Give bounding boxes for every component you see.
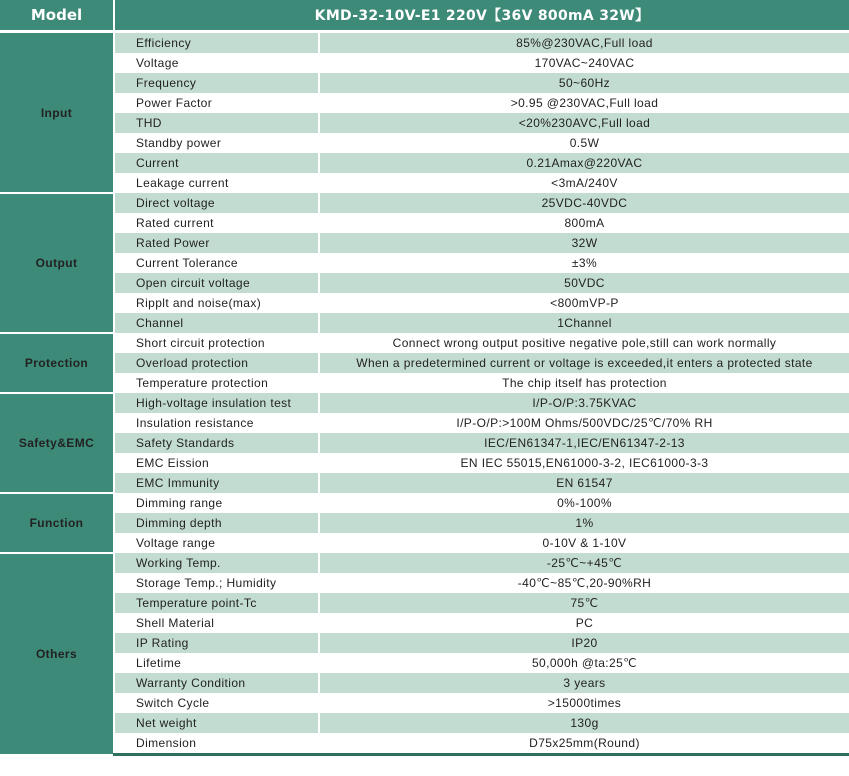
spec-row — [0, 433, 849, 453]
param-name: Voltage range — [114, 533, 319, 553]
spec-row — [0, 313, 849, 333]
spec-row — [0, 453, 849, 473]
spec-row — [0, 593, 849, 613]
param-name: EMC Eission — [114, 453, 319, 473]
param-value: >15000times — [319, 693, 849, 713]
spec-row — [0, 513, 849, 533]
spec-row — [0, 533, 849, 553]
section-label: Safety&EMC — [0, 393, 114, 493]
param-name: Short circuit protection — [114, 333, 319, 353]
spec-row — [0, 233, 849, 253]
param-name: Channel — [114, 313, 319, 333]
param-value: 25VDC-40VDC — [319, 193, 849, 213]
param-value: -40℃~85℃,20-90%RH — [319, 573, 849, 593]
param-value: <3mA/240V — [319, 173, 849, 193]
param-value: 50~60Hz — [319, 73, 849, 93]
param-name: Working Temp. — [114, 553, 319, 573]
param-value: IEC/EN61347-1,IEC/EN61347-2-13 — [319, 433, 849, 453]
param-value: 50,000h @ta:25℃ — [319, 653, 849, 673]
section-label: Input — [0, 32, 114, 194]
model-value: KMD-32-10V-E1 220V【36V 800mA 32W】 — [114, 0, 849, 32]
spec-row — [0, 493, 849, 513]
param-name: THD — [114, 113, 319, 133]
param-value: 1% — [319, 513, 849, 533]
spec-row — [0, 353, 849, 373]
param-name: Rated current — [114, 213, 319, 233]
header-row — [0, 0, 849, 32]
section-label: Output — [0, 193, 114, 333]
param-value: I/P-O/P:>100M Ohms/500VDC/25℃/70% RH — [319, 413, 849, 433]
spec-row — [0, 393, 849, 413]
spec-row — [0, 213, 849, 233]
param-value: 1Channel — [319, 313, 849, 333]
param-name: Dimming range — [114, 493, 319, 513]
spec-row — [0, 53, 849, 73]
param-value: -25℃~+45℃ — [319, 553, 849, 573]
param-name: Current — [114, 153, 319, 173]
param-name: Current Tolerance — [114, 253, 319, 273]
spec-row — [0, 93, 849, 113]
spec-row — [0, 32, 849, 54]
spec-row — [0, 113, 849, 133]
param-name: Temperature point-Tc — [114, 593, 319, 613]
param-value: IP20 — [319, 633, 849, 653]
param-name: Open circuit voltage — [114, 273, 319, 293]
spec-row — [0, 153, 849, 173]
spec-row — [0, 173, 849, 193]
param-value: EN 61547 — [319, 473, 849, 493]
param-value: 130g — [319, 713, 849, 733]
param-value: 3 years — [319, 673, 849, 693]
spec-row — [0, 333, 849, 353]
param-name: Warranty Condition — [114, 673, 319, 693]
section-label: Function — [0, 493, 114, 553]
param-value: D75x25mm(Round) — [319, 733, 849, 755]
param-name: Frequency — [114, 73, 319, 93]
param-name: Power Factor — [114, 93, 319, 113]
param-value: 50VDC — [319, 273, 849, 293]
spec-row — [0, 653, 849, 673]
param-name: Net weight — [114, 713, 319, 733]
param-name: Lifetime — [114, 653, 319, 673]
param-name: Standby power — [114, 133, 319, 153]
param-name: Temperature protection — [114, 373, 319, 393]
spec-row — [0, 73, 849, 93]
spec-row — [0, 573, 849, 593]
param-name: Efficiency — [114, 32, 319, 54]
param-value: I/P-O/P:3.75KVAC — [319, 393, 849, 413]
param-value: >0.95 @230VAC,Full load — [319, 93, 849, 113]
param-value: PC — [319, 613, 849, 633]
param-name: Shell Material — [114, 613, 319, 633]
param-name: Leakage current — [114, 173, 319, 193]
param-name: IP Rating — [114, 633, 319, 653]
spec-row — [0, 673, 849, 693]
spec-row — [0, 273, 849, 293]
spec-row — [0, 613, 849, 633]
param-name: Insulation resistance — [114, 413, 319, 433]
spec-row — [0, 293, 849, 313]
spec-row — [0, 133, 849, 153]
param-value: EN IEC 55015,EN61000-3-2, IEC61000-3-3 — [319, 453, 849, 473]
section-label: Protection — [0, 333, 114, 393]
param-value: 800mA — [319, 213, 849, 233]
param-value: Connect wrong output positive negative pole,still can work normally — [319, 333, 849, 353]
param-name: Direct voltage — [114, 193, 319, 213]
param-value: 0.5W — [319, 133, 849, 153]
param-name: EMC Immunity — [114, 473, 319, 493]
param-value: 32W — [319, 233, 849, 253]
param-name: Switch Cycle — [114, 693, 319, 713]
param-value: 85%@230VAC,Full load — [319, 32, 849, 54]
param-name: High-voltage insulation test — [114, 393, 319, 413]
param-value: 75℃ — [319, 593, 849, 613]
spec-row — [0, 473, 849, 493]
param-value: ±3% — [319, 253, 849, 273]
param-value: 0%-100% — [319, 493, 849, 513]
param-name: Safety Standards — [114, 433, 319, 453]
param-name: Storage Temp.; Humidity — [114, 573, 319, 593]
param-name: Voltage — [114, 53, 319, 73]
param-value: 0-10V & 1-10V — [319, 533, 849, 553]
spec-row — [0, 553, 849, 573]
spec-row — [0, 733, 849, 755]
model-label: Model — [0, 0, 114, 32]
param-value: <20%230AVC,Full load — [319, 113, 849, 133]
section-label: Others — [0, 553, 114, 755]
spec-row — [0, 253, 849, 273]
param-name: Ripplt and noise(max) — [114, 293, 319, 313]
spec-row — [0, 193, 849, 213]
param-value: 0.21Amax@220VAC — [319, 153, 849, 173]
param-value: When a predetermined current or voltage is exceeded,it enters a protected state — [319, 353, 849, 373]
param-value: 170VAC~240VAC — [319, 53, 849, 73]
param-name: Rated Power — [114, 233, 319, 253]
param-value: The chip itself has protection — [319, 373, 849, 393]
spec-row — [0, 373, 849, 393]
param-value: <800mVP-P — [319, 293, 849, 313]
param-name: Dimension — [114, 733, 319, 755]
spec-row — [0, 713, 849, 733]
spec-row — [0, 693, 849, 713]
spec-row — [0, 413, 849, 433]
spec-row — [0, 633, 849, 653]
param-name: Overload protection — [114, 353, 319, 373]
param-name: Dimming depth — [114, 513, 319, 533]
